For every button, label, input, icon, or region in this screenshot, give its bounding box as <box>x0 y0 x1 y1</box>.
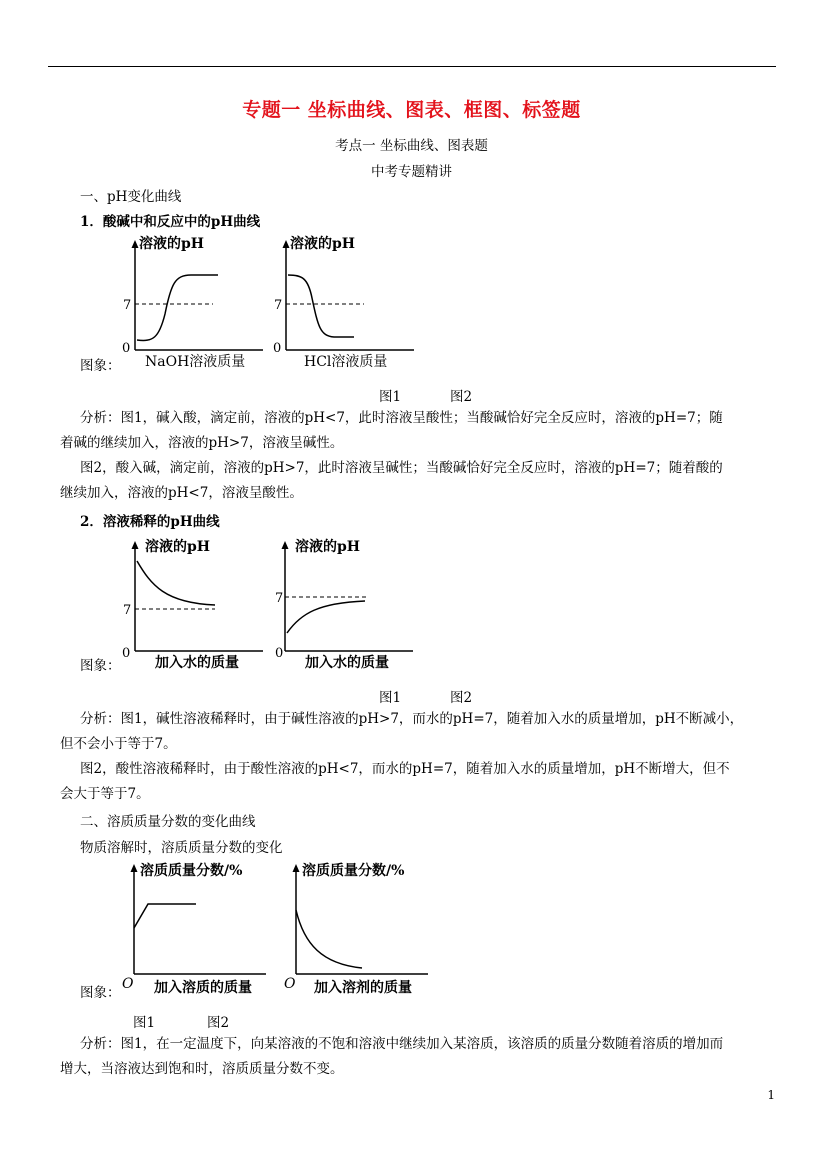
origin-o: O <box>122 976 134 992</box>
analysis-line: 会大于等于7。 <box>60 786 150 802</box>
tick-7: 7 <box>275 591 284 606</box>
origin-0: 0 <box>275 646 284 661</box>
origin-0: 0 <box>273 341 282 356</box>
chart-dilution-fig2 <box>265 533 425 673</box>
y-axis-label: 溶液的pH <box>145 539 211 555</box>
chart-neutralization-fig2 <box>266 232 416 372</box>
chart-fraction-fig2 <box>280 856 440 1001</box>
chart-neutralization-fig1 <box>115 232 265 372</box>
x-axis-label: 加入水的质量 <box>155 655 239 671</box>
x-axis-label: HCl溶液质量 <box>304 354 388 370</box>
tick-7: 7 <box>123 298 132 313</box>
analysis-line: 增大，当溶液达到饱和时，溶质质量分数不变。 <box>60 1061 344 1077</box>
x-axis-label: 加入溶质的质量 <box>154 980 252 996</box>
analysis-line: 继续加入，溶液的pH<7，溶液呈酸性。 <box>60 485 303 501</box>
y-axis-arrow <box>132 240 139 248</box>
ph-curve <box>287 601 365 633</box>
analysis-line: 图2，酸性溶液稀释时，由于酸性溶液的pH<7，而水的pH=7，随着加入水的质量增加，pH不断增大，但不 <box>80 761 730 777</box>
x-axis-label: NaOH溶液质量 <box>145 354 246 370</box>
chart-dilution-fig1 <box>115 533 275 673</box>
x-axis-label: 加入溶剂的质量 <box>314 980 412 996</box>
y-axis-label: 溶液的pH <box>139 236 205 252</box>
fraction-curve <box>134 904 196 928</box>
heading-dilution: 2．溶液稀释的pH曲线 <box>80 514 220 530</box>
analysis-line: 图2，酸入碱，滴定前，溶液的pH>7，此时溶液呈碱性；当酸碱恰好完全反应时，溶液的pH=7；随着酸的 <box>80 460 723 476</box>
tick-7: 7 <box>123 603 132 618</box>
analysis-line: 分析：图1，碱入酸，滴定前，溶液的pH<7，此时溶液呈酸性；当酸碱恰好完全反应时，溶液的pH=7；随 <box>80 410 723 426</box>
y-axis-arrow <box>131 864 138 872</box>
x-axis-label: 加入水的质量 <box>305 655 389 671</box>
image-label-1: 图象： <box>80 358 121 374</box>
analysis-neutralization <box>60 406 778 506</box>
image-label-3: 图象： <box>80 985 121 1001</box>
tick-7: 7 <box>274 298 283 313</box>
heading-neutralization: 1．酸碱中和反应中的pH曲线 <box>80 214 261 230</box>
origin-o: O <box>284 976 296 992</box>
analysis-line: 但不会小于等于7。 <box>60 736 177 752</box>
caption-fig1: 图1 <box>379 389 402 405</box>
ph-curve <box>137 275 218 340</box>
y-axis-arrow <box>282 541 289 549</box>
analysis-line: 分析：图1，碱性溶液稀释时，由于碱性溶液的pH>7，而水的pH=7，随着加入水的质量增加，pH不断减小， <box>80 711 744 727</box>
caption-fig2: 图2 <box>450 690 473 706</box>
ph-curve <box>288 275 354 337</box>
origin-0: 0 <box>122 341 131 356</box>
text-dissolution: 物质溶解时，溶质质量分数的变化 <box>80 840 283 856</box>
y-axis-label: 溶质质量分数/% <box>140 863 243 879</box>
section-subtitle: 考点一 坐标曲线、图表题 <box>335 138 488 154</box>
y-axis-label: 溶质质量分数/% <box>302 863 405 879</box>
caption-fig1: 图1 <box>379 690 402 706</box>
analysis-line: 分析：图1，在一定温度下，向某溶液的不饱和溶液中继续加入某溶质，该溶质的质量分数随着溶质的增加而 <box>80 1036 724 1052</box>
y-axis-label: 溶液的pH <box>295 539 361 555</box>
page-title: 专题一 坐标曲线、图表、框图、标签题 <box>242 99 581 121</box>
analysis-fraction <box>60 1032 778 1082</box>
y-axis-label: 溶液的pH <box>290 236 356 252</box>
analysis-dilution <box>60 707 778 807</box>
header-rule <box>48 66 776 67</box>
origin-0: 0 <box>122 646 131 661</box>
chart-fraction-fig1 <box>118 856 278 1001</box>
analysis-line: 着碱的继续加入，溶液的pH>7，溶液呈碱性。 <box>60 435 344 451</box>
heading-ph-curves: 一、pH变化曲线 <box>80 189 182 205</box>
page-number: 1 <box>767 1088 775 1102</box>
fraction-curve <box>296 910 362 968</box>
y-axis-arrow <box>293 864 300 872</box>
caption-fig2: 图2 <box>450 389 473 405</box>
caption-fig2: 图2 <box>207 1015 230 1031</box>
image-label-2: 图象： <box>80 658 121 674</box>
ph-curve <box>137 561 215 605</box>
y-axis-arrow <box>283 240 290 248</box>
section-subtitle-2: 中考专题精讲 <box>371 164 452 180</box>
heading-mass-fraction: 二、溶质质量分数的变化曲线 <box>80 814 256 830</box>
caption-fig1: 图1 <box>133 1015 156 1031</box>
y-axis-arrow <box>132 541 139 549</box>
